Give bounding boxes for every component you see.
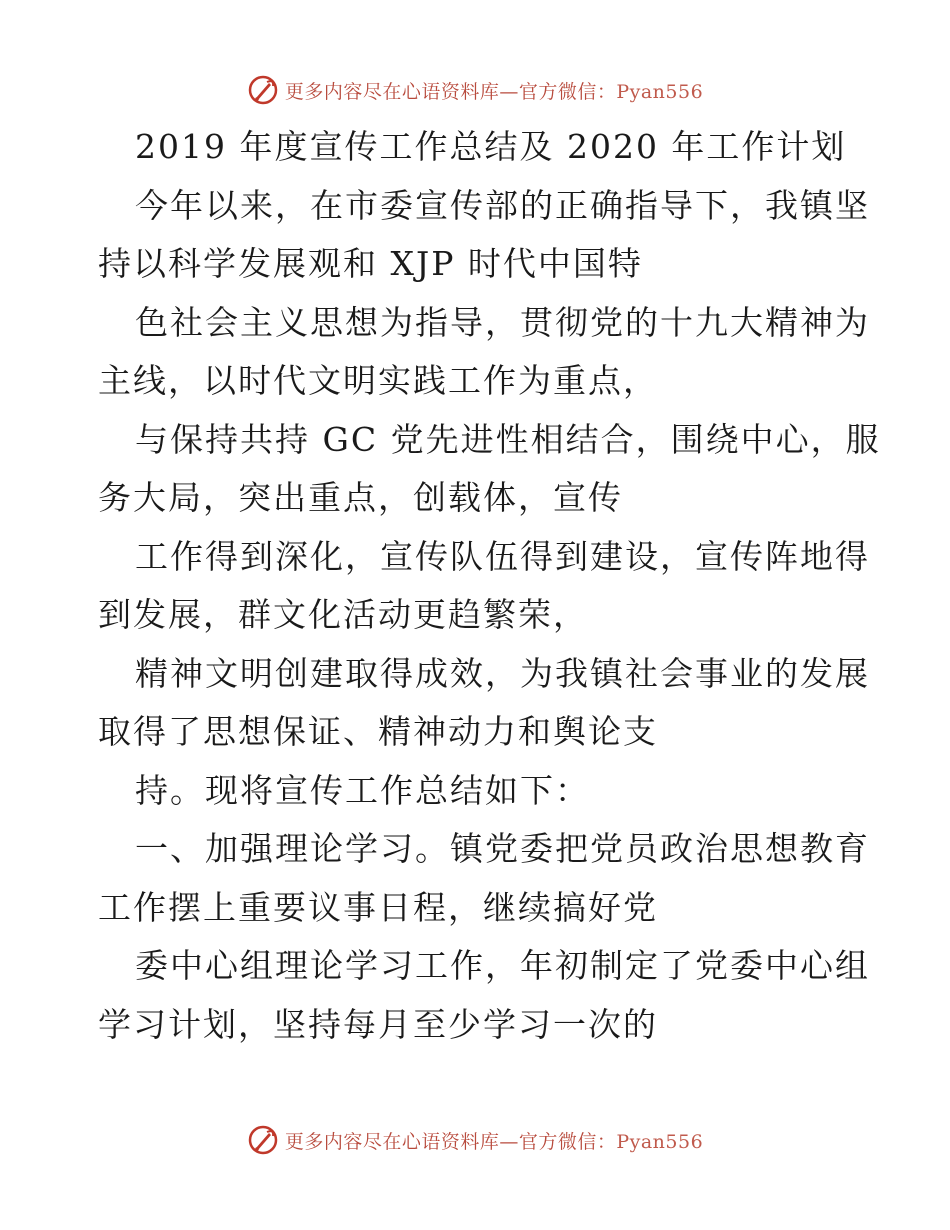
paragraph-line: 工作得到深化，宣传队伍得到建设，宣传阵地得 [135, 537, 870, 576]
paragraph-line: 今年以来，在市委宣传部的正确指导下，我镇坚 [135, 186, 870, 225]
paragraph-line: 一、加强理论学习。镇党委把党员政治思想教育 [135, 829, 870, 868]
red-quill-logo-icon [247, 1124, 279, 1156]
banner-text [285, 1127, 703, 1154]
paragraph-line: 持。现将宣传工作总结如下： [135, 771, 590, 810]
paragraph-line: 精神文明创建取得成效，为我镇社会事业的发展 [135, 654, 870, 693]
paragraph-line: 与保持共持 GC 党先进性相结合，围绕中心，服 [135, 420, 881, 459]
banner-wechat-id: Pyan556 [616, 80, 704, 103]
paragraph-line: 工作摆上重要议事日程，继续搞好党 [98, 888, 658, 927]
paragraph-line: 到发展，群文化活动更趋繁荣， [98, 595, 588, 634]
banner-text-cn: 更多内容尽在心语资料库—官方微信： [284, 1130, 617, 1153]
banner-wechat-id: Pyan556 [616, 1130, 704, 1153]
paragraph-line: 取得了思想保证、精神动力和舆论支 [98, 712, 658, 751]
paragraph-line: 主线，以时代文明实践工作为重点， [98, 361, 658, 400]
paragraph-line: 学习计划，坚持每月至少学习一次的 [98, 1005, 658, 1044]
paragraph-line: 持以科学发展观和 XJP 时代中国特 [98, 244, 643, 283]
footer-watermark-banner [0, 1120, 950, 1160]
banner-text-cn: 更多内容尽在心语资料库—官方微信： [284, 80, 617, 103]
document-title: 2019 年度宣传工作总结及 2020 年工作计划 [135, 127, 847, 166]
paragraph-line: 务大局，突出重点，创载体，宣传 [98, 478, 623, 517]
paragraph-line: 色社会主义思想为指导，贯彻党的十九大精神为 [135, 303, 870, 342]
paragraph-line: 委中心组理论学习工作，年初制定了党委中心组 [135, 946, 870, 985]
